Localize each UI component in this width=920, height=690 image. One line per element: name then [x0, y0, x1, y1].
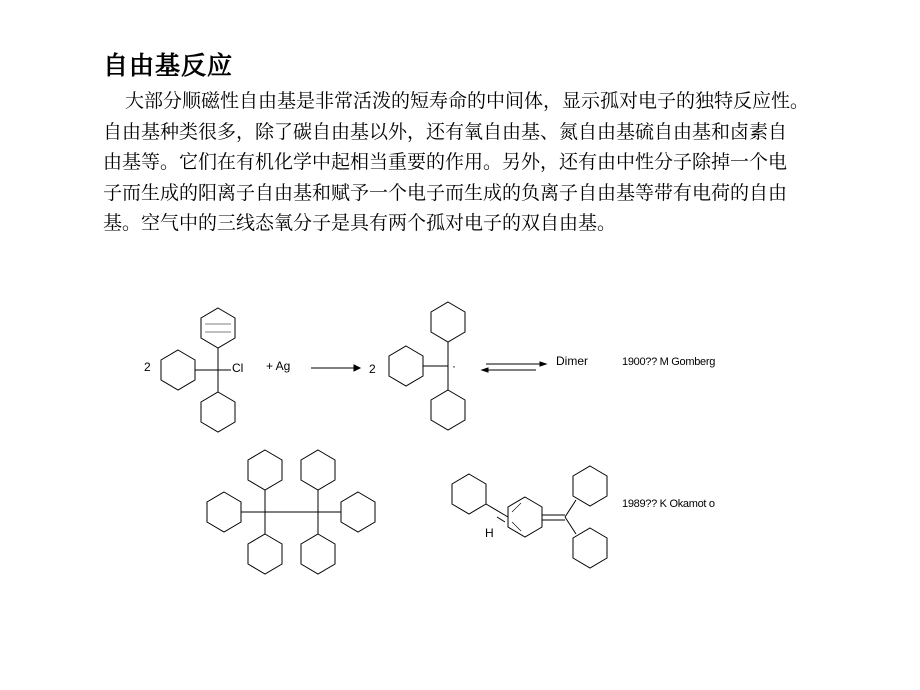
phenyl-ring	[201, 392, 235, 432]
quinoid-structure	[452, 466, 607, 568]
silver-reagent-label: + Ag	[266, 359, 291, 373]
cyclohexadiene-ring	[508, 497, 542, 537]
phenyl-ring	[161, 350, 195, 390]
paragraph-line-4: 子而生成的阳离子自由基和赋予一个电子而生成的负离子自由基等带有电荷的自由	[103, 181, 788, 204]
trityl-chloride-structure	[161, 308, 235, 432]
reaction-arrow	[311, 365, 360, 371]
phenyl-ring	[389, 346, 423, 386]
phenyl-ring	[452, 474, 486, 514]
phenyl-ring	[431, 390, 465, 430]
phenyl-ring	[341, 492, 375, 532]
phenyl-ring	[431, 302, 465, 342]
phenyl-ring	[248, 534, 282, 574]
paragraph-line-2: 自由基种类很多，除了碳自由基以外，还有氧自由基、氮自由基硫自由基和卤素自	[103, 120, 788, 143]
slide-title: 自由基反应	[103, 51, 234, 80]
chlorine-label: Cl	[232, 361, 244, 375]
coefficient-left: 2	[144, 360, 151, 374]
phenyl-ring	[207, 492, 241, 532]
radical-dot: ·	[452, 359, 456, 373]
citation-gomberg: 1900?? M Gomberg	[622, 356, 716, 368]
citation-okamoto: 1989?? K Okamot o	[622, 498, 715, 510]
paragraph-line-5: 基。空气中的三线态氧分子是具有两个孤对电子的双自由基。	[103, 212, 617, 234]
phenyl-ring	[201, 308, 235, 348]
hydrogen-label: H	[485, 526, 494, 540]
phenyl-ring	[573, 528, 607, 568]
paragraph-line-3: 由基等。它们在有机化学中起相当重要的作用。另外，还有由中性分子除掉一个电	[103, 151, 788, 173]
paragraph-line-1: 大部分顺磁性自由基是非常活泼的短寿命的中间体，显示孤对电子的独特反应性。	[125, 90, 810, 112]
phenyl-ring	[573, 466, 607, 506]
hexaphenylethane-structure	[207, 450, 375, 574]
phenyl-ring	[248, 450, 282, 490]
phenyl-ring	[301, 450, 335, 490]
dimer-label: Dimer	[556, 354, 588, 368]
coefficient-right: 2	[369, 362, 376, 376]
equilibrium-arrow	[482, 362, 546, 372]
phenyl-ring	[301, 534, 335, 574]
